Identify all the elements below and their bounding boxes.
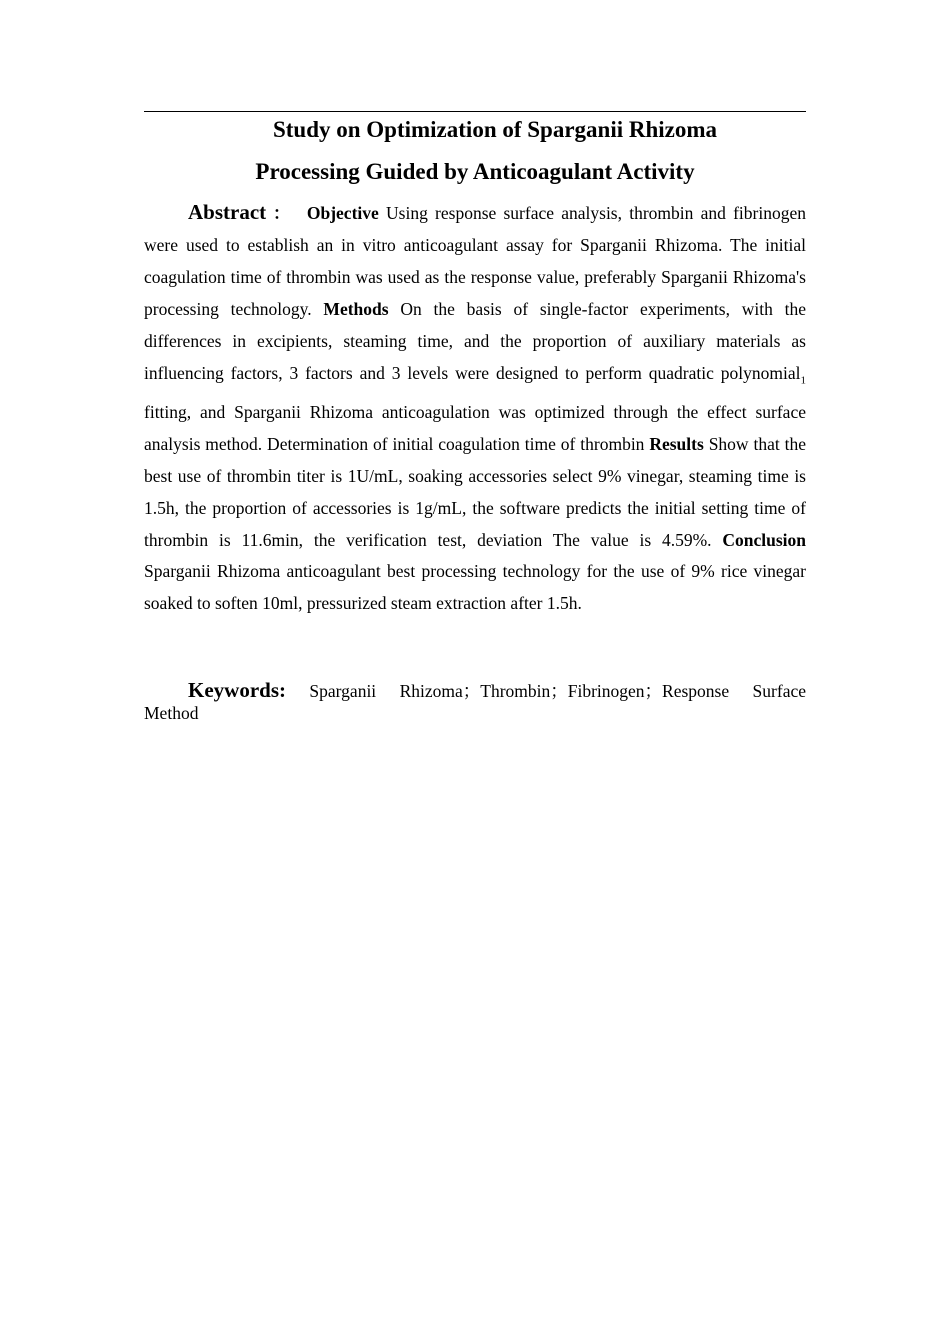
methods-label: Methods [323, 298, 389, 319]
methods-text-b: fitting, and Sparganii Rhizoma anticoagulation was optimized through the effect surface analysis method. Determination of initial coagulation time of thrombin [144, 401, 806, 454]
objective-text: Using response surface analysis, thrombin and fibrinogen were used to establish an in vitro anticoagulant assay for Sparganii Rhizoma. The initial coagulation time of thrombin was used as the response value, preferably Sparganii Rhizoma's processing technology. [144, 203, 806, 319]
methods-text-a: On the basis of single-factor experiments, with the differences in excipients, steaming time, and the proportion of auxiliary materials as influencing factors, 3 factors and 3 levels were designed to perform quadratic polynomial [144, 298, 807, 383]
abstract-label: Abstract [188, 200, 267, 224]
abstract-paragraph [144, 197, 806, 620]
conclusion-label: Conclusion [722, 529, 806, 550]
keywords-label: Keywords: [188, 678, 286, 702]
methods-footnote-mark: 1 [800, 374, 806, 387]
conclusion-text: Sparganii Rhizoma anticoagulant best processing technology for the use of 9% rice vinegar soaked to soften 10ml, pressurized steam extraction after 1.5h. [144, 561, 806, 614]
title-line-2: Processing Guided by Anticoagulant Activity [255, 159, 695, 184]
keywords-paragraph [144, 679, 806, 724]
results-text: Show that the best use of thrombin titer is 1U/mL, soaking accessories select 9% vinegar, steaming time is 1.5h, the proportion of accessories is 1g/mL, the software predicts the initial setting time of thrombin is 11.6min, the verification test, deviation The value is 4.59%. [144, 433, 806, 550]
keywords-text: Sparganii Rhizoma；Thrombin；Fibrinogen；Response Surface Method [144, 681, 806, 723]
title-line-1: Study on Optimization of Sparganii Rhizoma [272, 117, 718, 142]
abstract-colon: ： [270, 204, 293, 223]
header-rule [144, 111, 806, 112]
objective-label: Objective [306, 203, 379, 223]
results-label: Results [649, 433, 704, 454]
